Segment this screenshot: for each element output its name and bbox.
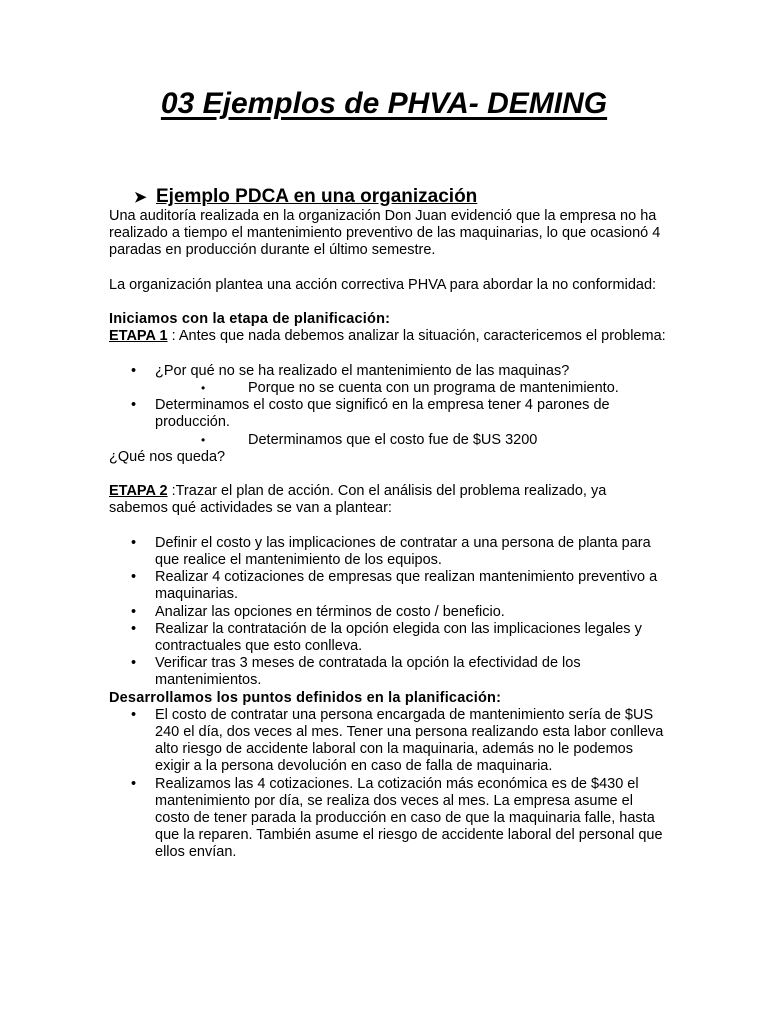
sub-list-item: • Porque no se cuenta con un programa de mantenimiento. [155, 380, 669, 397]
list-item: • Realizar 4 cotizaciones de empresas que realizan mantenimiento preventivo a maquinarias. [109, 569, 669, 603]
develop-list [109, 707, 669, 862]
list-item: • Definir el costo y las implicaciones de contratar a una persona de planta para que realice el mantenimiento de los equipos. [109, 535, 669, 569]
etapa2-paragraph [109, 483, 669, 517]
document-body [109, 208, 669, 862]
etapa2-label: ETAPA 2 [109, 483, 168, 500]
document-title: 03 Ejemplos de PHVA- DEMING [160, 87, 608, 120]
action-paragraph: La organización plantea una acción correctiva PHVA para abordar la no conformidad: [109, 276, 657, 293]
etapa1-list [109, 363, 669, 449]
list-item: • El costo de contratar una persona encargada de mantenimiento sería de $US 240 el día, dos veces al mes. Tener una persona realizando esta labor conlleva alto riesgo de accidente laboral con la maquinaria, además no le podemos exigir a la persona devolución en caso de falla de maquinaria. [109, 707, 669, 776]
section-heading-text: Ejemplo PDCA en una organización [156, 186, 478, 207]
question-text: ¿Qué nos queda? [109, 448, 226, 465]
sub-list [155, 432, 669, 449]
list-item: • ¿Por qué no se ha realizado el mantenimiento de las maquinas? • Porque no se cuenta con un programa de mantenimiento. [109, 363, 669, 397]
develop-heading: Desarrollamos los puntos definidos en la planificación: [109, 689, 502, 706]
list-item: • Determinamos el costo que significó en la empresa tener 4 parones de producción. • Determinamos que el costo fue de $US 3200 [109, 397, 669, 449]
arrow-bullet-icon: ➤ [134, 189, 147, 206]
etapa2-list [109, 535, 669, 690]
list-item: • Analizar las opciones en términos de costo / beneficio. [109, 604, 669, 621]
list-item: • Realizamos las 4 cotizaciones. La cotización más económica es de $430 el mantenimiento por día, se realiza dos veces al mes. La empresa asume el costo de tener parada la producción en caso de que la maquinaria falle, hasta que la reparen. También asume el riesgo de accidente laboral del personal que ellos envían. [109, 776, 669, 862]
intro-paragraph: Una auditoría realizada en la organización Don Juan evidenció que la empresa no ha realizado a tiempo el mantenimiento preventivo de las maquinarias, lo que ocasionó 4 paradas en producción durante el último semestre. [109, 208, 661, 259]
etapa1-paragraph [109, 328, 669, 345]
list-item: • Verificar tras 3 meses de contratada la opción la efectividad de los mantenimientos. [109, 655, 669, 689]
etapa1-label: ETAPA 1 [109, 328, 168, 345]
etapa2-text: :Trazar el plan de acción. Con el análisis del problema realizado, ya sabemos qué actividades se van a plantear: [109, 483, 607, 517]
sub-list [155, 380, 669, 397]
list-item: • Realizar la contratación de la opción elegida con las implicaciones legales y contractuales que esto conlleva. [109, 621, 669, 655]
planning-heading: Iniciamos con la etapa de planificación: [109, 311, 391, 328]
sub-list-item: • Determinamos que el costo fue de $US 3200 [155, 432, 669, 449]
etapa1-text: : Antes que nada debemos analizar la situación, caractericemos el problema: [167, 328, 666, 345]
section-heading [134, 185, 477, 210]
